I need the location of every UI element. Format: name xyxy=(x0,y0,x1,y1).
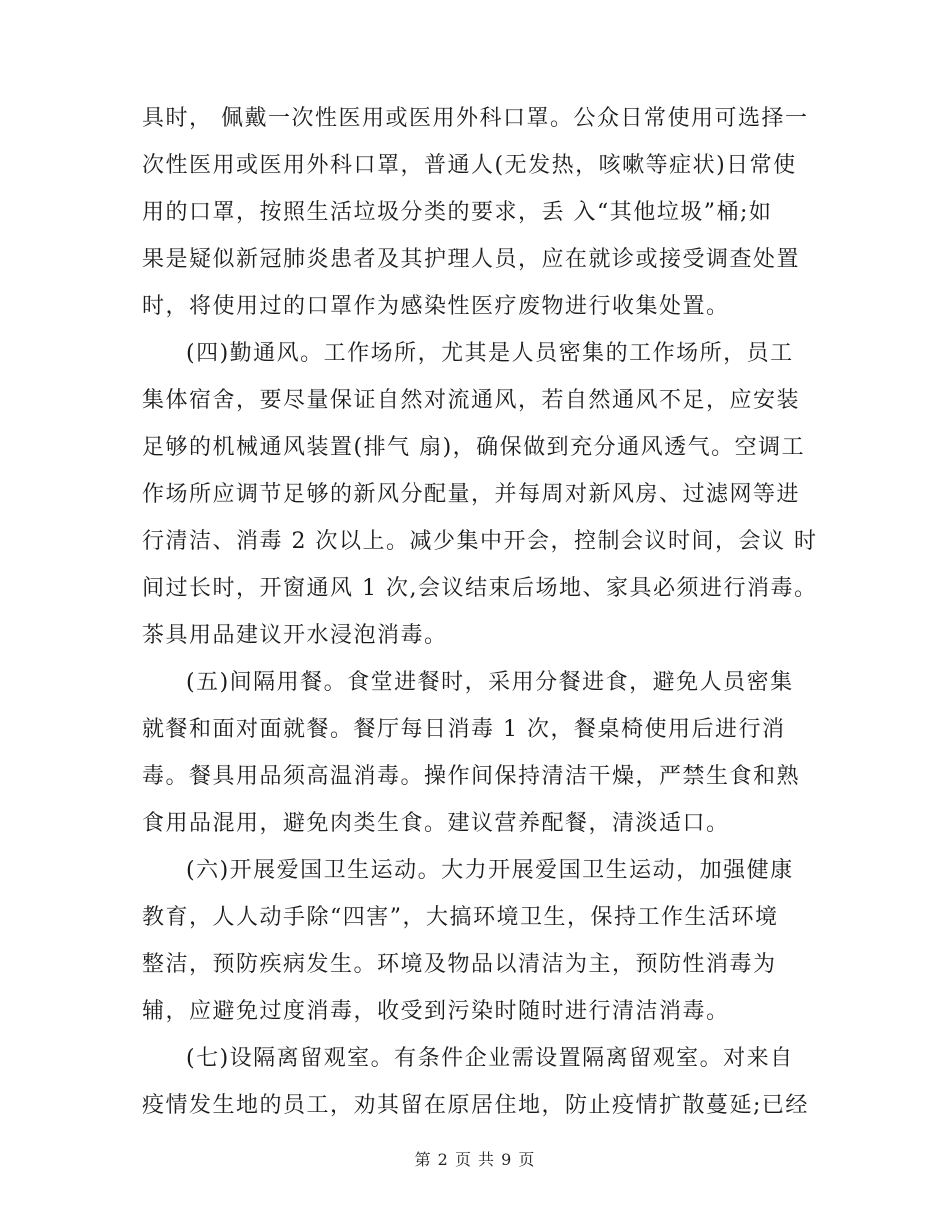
text-line: (五)间隔用餐。食堂进餐时，采用分餐进食，避免人员密集 xyxy=(186,670,794,695)
text-line: 具时， 佩戴一次性医用或医用外科口罩。公众日常使用可选择一 xyxy=(142,106,809,131)
text-line: 就餐和面对面就餐。餐厅每日消毒 1 次，餐桌椅使用后进行消 xyxy=(142,717,786,742)
text-line: 用的口罩，按照生活垃圾分类的要求，丢 入“其他垃圾”桶;如 xyxy=(142,200,773,225)
page-number-footer: 第 2 页 共 9 页 xyxy=(414,1150,536,1169)
text-line: 疫情发生地的员工，劝其留在原居住地，防止疫情扩散蔓延;已经 xyxy=(142,1093,809,1118)
text-line: 毒。餐具用品须高温消毒。操作间保持清洁干燥，严禁生食和熟 xyxy=(142,764,801,789)
text-line: 茶具用品建议开水浸泡消毒。 xyxy=(142,623,448,648)
text-line: 足够的机械通风装置(排气 扇)，确保做到充分通风透气。空调工 xyxy=(142,435,806,460)
text-line: 辅，应避免过度消毒，收受到污染时随时进行清洁消毒。 xyxy=(142,999,730,1024)
text-line: 食用品混用，避免肉类生食。建议营养配餐，清淡适口。 xyxy=(142,811,730,836)
text-line: 次性医用或医用外科口罩，普通人(无发热，咳嗽等症状)日常使 xyxy=(142,153,797,178)
text-line: 教育，人人动手除“四害”，大搞环境卫生，保持工作生活环境 xyxy=(142,905,779,930)
text-line: 行清洁、消毒 2 次以上。减少集中开会，控制会议时间，会议 时 xyxy=(142,529,818,554)
text-line: (七)设隔离留观室。有条件企业需设置隔离留观室。对来自 xyxy=(186,1046,794,1071)
text-line: 整洁，预防疾病发生。环境及物品以清洁为主，预防性消毒为 xyxy=(142,952,777,977)
text-line: 果是疑似新冠肺炎患者及其护理人员，应在就诊或接受调查处置 xyxy=(142,247,801,272)
text-line: 间过长时，开窗通风 1 次,会议结束后场地、家具必须进行消毒。 xyxy=(142,576,818,601)
text-line: (六)开展爱国卫生运动。大力开展爱国卫生运动，加强健康 xyxy=(186,858,794,883)
text-line: 作场所应调节足够的新风分配量，并每周对新风房、过滤网等进 xyxy=(142,482,801,507)
text-line: (四)勤通风。工作场所，尤其是人员密集的工作场所，员工 xyxy=(186,341,794,366)
text-line: 集体宿舍，要尽量保证自然对流通风，若自然通风不足，应安装 xyxy=(142,388,801,413)
text-line: 时，将使用过的口罩作为感染性医疗废物进行收集处置。 xyxy=(142,294,730,319)
